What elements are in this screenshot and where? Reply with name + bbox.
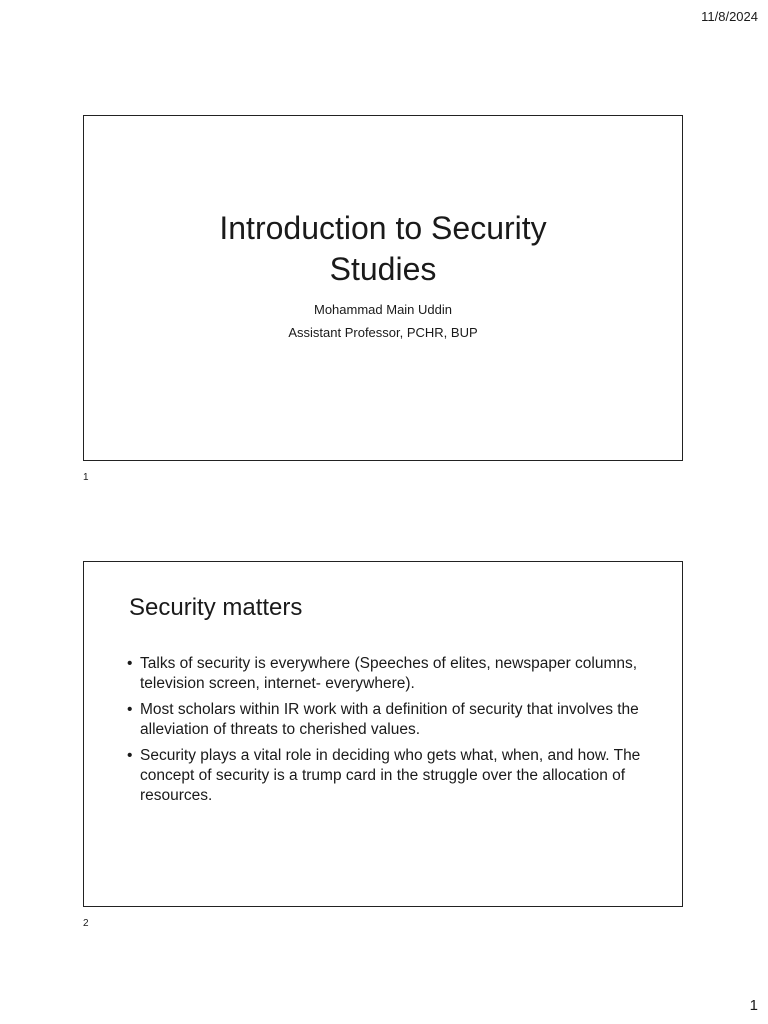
slide-1-title-line: Introduction to Security xyxy=(219,210,547,246)
bullet-item: • Most scholars within IR work with a definition of security that involves the alleviation of threats to cherished values. xyxy=(127,700,657,740)
slide-1-number: 1 xyxy=(83,472,89,483)
bullet-item: • Security plays a vital role in deciding who gets what, when, and how. The concept of security is a trump card in the struggle over the allocation of resources. xyxy=(127,746,657,806)
page-number: 1 xyxy=(749,997,758,1014)
slide-2 xyxy=(83,561,683,907)
slide-2-title: Security matters xyxy=(129,594,303,621)
slide-1 xyxy=(83,115,683,461)
slide-1-title-line: Studies xyxy=(329,251,437,287)
slide-1-subtitle xyxy=(84,298,682,344)
author-name: Mohammad Main Uddin xyxy=(313,302,452,317)
author-position: Assistant Professor, PCHR, BUP xyxy=(288,325,478,340)
bullet-item: • Talks of security is everywhere (Speeches of elites, newspaper columns, television screen, internet- everywhere). xyxy=(127,654,657,694)
slide-2-number: 2 xyxy=(83,918,89,929)
slide-1-title xyxy=(84,208,682,290)
slide-2-bullet-list xyxy=(127,654,657,812)
page-date: 11/8/2024 xyxy=(701,9,758,24)
